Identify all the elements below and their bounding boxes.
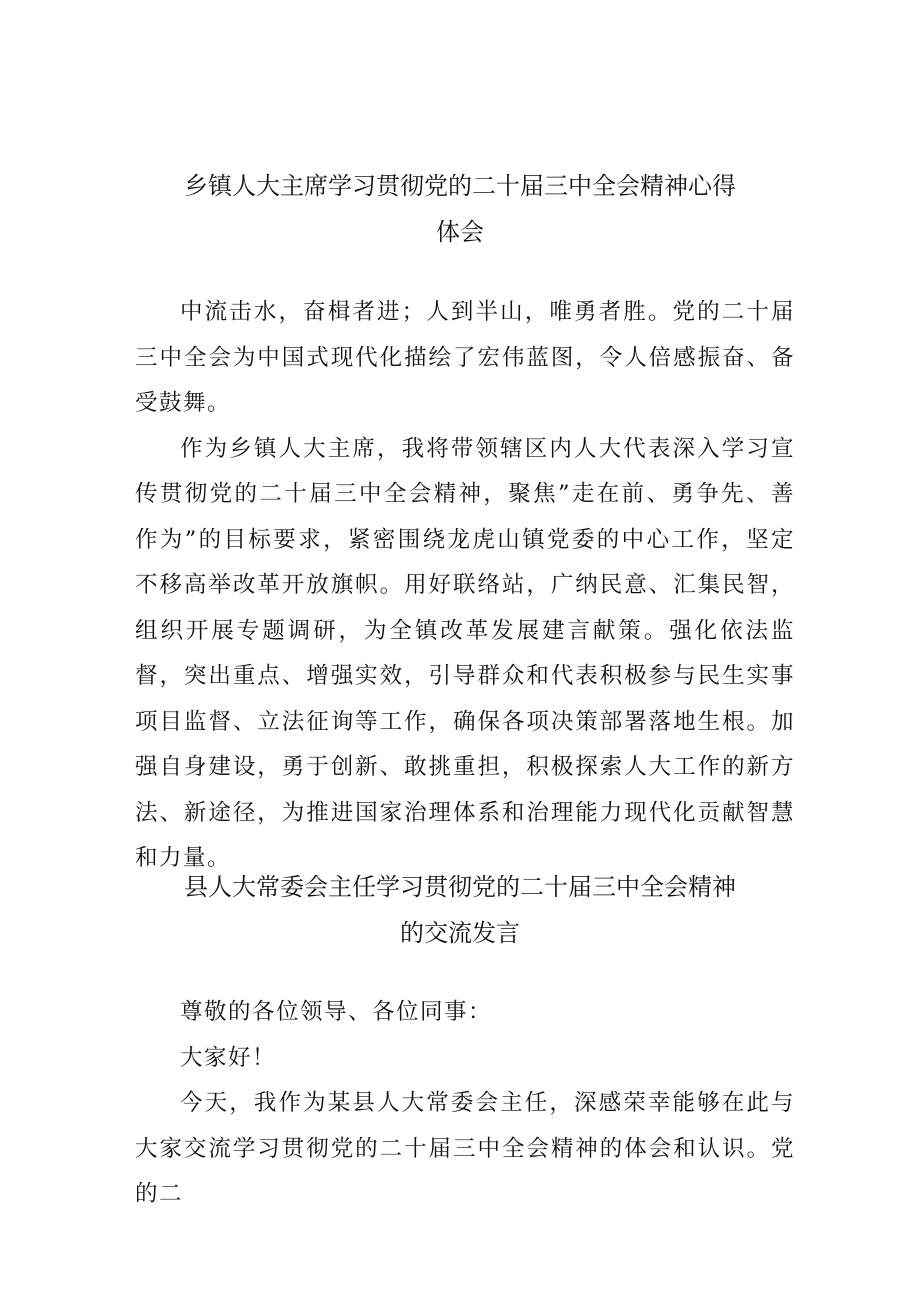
section-1-title-line-1: 乡镇人大主席学习贯彻党的二十届三中全会精神心得 (184, 172, 736, 200)
section-1-body (135, 290, 795, 882)
section-1-paragraph-2: 作为乡镇人大主席，我将带领辖区内人大代表深入学习宣传贯彻党的二十届三中全会精神，聚焦”走在前、勇争先、善作为”的目标要求，紧密围绕龙虎山镇党委的中心工作，坚定不移高举改革开放旗帜。用好联络站，广纳民意、汇集民智，组织开展专题调研，为全镇改革发展建言献策。强化依法监督，突出重点、增强实效，引导群众和代表积极参与民生实事项目监督、立法征询等工作，确保各项决策部署落地生根。加强自身建设，勇于创新、敢挑重担，积极探索人大工作的新方法、新途径，为推进国家治理体系和治理能力现代化贡献智慧和力量。 (135, 435, 795, 871)
section-2-paragraph-3: 今天，我作为某县人大常委会主任，深感荣幸能够在此与大家交流学习贯彻党的二十届三中全会精神的体会和认识。党的二 (135, 1090, 795, 1207)
section-1-title (100, 163, 820, 255)
section-2-title-line-1: 县人大常委会主任学习贯彻党的二十届三中全会精神 (184, 873, 736, 901)
section-2-title (100, 864, 820, 956)
section-2-paragraph-1: 尊敬的各位领导、各位同事： (180, 999, 493, 1025)
section-2-title-line-2: 的交流发言 (400, 919, 520, 947)
section-2-paragraph-2: 大家好！ (180, 1044, 277, 1071)
section-1-paragraph-1: 中流击水，奋楫者进；人到半山，唯勇者胜。党的二十届三中全会为中国式现代化描绘了宏伟蓝图，令人倍感振奋、备受鼓舞。 (135, 299, 795, 416)
section-1-title-line-2: 体会 (436, 218, 484, 246)
section-2-body (135, 990, 795, 1218)
